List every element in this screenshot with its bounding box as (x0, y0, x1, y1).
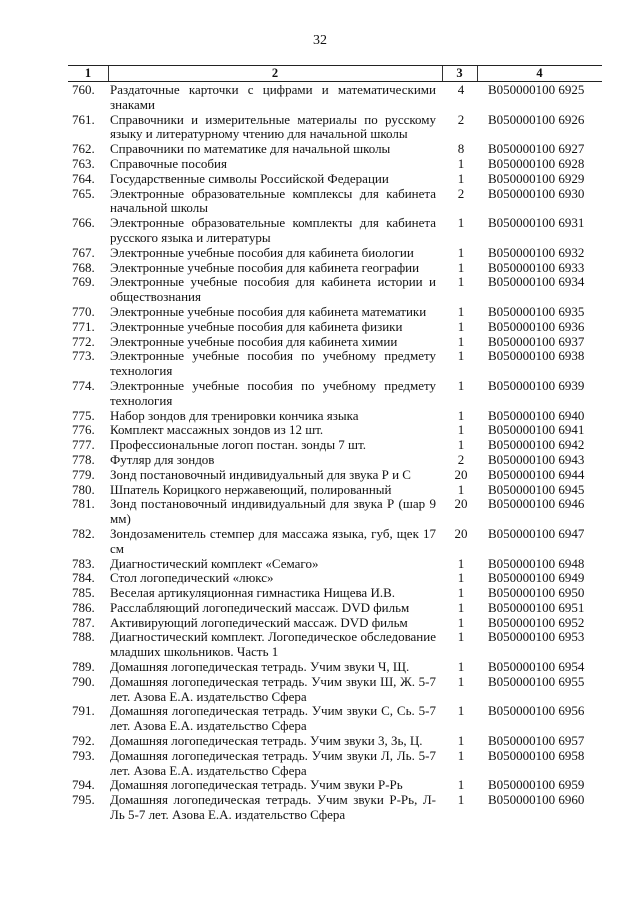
table-row (72, 187, 602, 217)
table-row (72, 113, 602, 143)
header-col-3: 3 (442, 66, 478, 81)
item-name: Домашняя логопедическая тетрадь. Учим звуки Р-Рь (110, 777, 403, 793)
quantity: 1 (457, 303, 465, 319)
quantity: 1 (457, 703, 465, 719)
inventory-code: B050000100 6951 (488, 599, 585, 615)
table-row (72, 734, 602, 749)
inventory-code: B050000100 6931 (488, 215, 585, 231)
row-number: 760. (72, 82, 95, 97)
table-row (72, 83, 602, 113)
table-row (72, 616, 602, 631)
table-row (72, 275, 602, 305)
quantity: 1 (457, 155, 465, 171)
inventory-code: B050000100 6957 (488, 733, 585, 749)
item-name: Справочники и измерительные материалы по русскому языку и литературному чтению для начальной школы (110, 111, 436, 142)
inventory-code: B050000100 6947 (488, 525, 585, 541)
quantity: 1 (457, 614, 465, 630)
quantity: 2 (457, 185, 465, 201)
table-row (72, 778, 602, 793)
inventory-code: B050000100 6956 (488, 703, 585, 719)
row-number: 792. (72, 733, 95, 749)
quantity: 1 (457, 333, 465, 349)
quantity: 1 (457, 377, 465, 393)
row-number: 773. (72, 348, 95, 364)
table-row (72, 793, 602, 823)
quantity: 1 (457, 274, 465, 290)
table-row (72, 246, 602, 261)
table-row (72, 438, 602, 453)
quantity: 1 (457, 318, 465, 334)
table-row (72, 261, 602, 276)
table-row (72, 172, 602, 187)
quantity: 1 (457, 422, 465, 438)
row-number: 788. (72, 629, 95, 645)
row-number: 771. (72, 318, 95, 334)
inventory-code: B050000100 6932 (488, 244, 585, 260)
item-name: Электронные учебные пособия для кабинета географии (110, 259, 420, 275)
quantity: 2 (457, 451, 465, 467)
table-row (72, 409, 602, 424)
item-name: Диагностический комплект «Семаго» (110, 555, 319, 571)
row-number: 782. (72, 525, 95, 541)
row-number: 794. (72, 777, 95, 793)
quantity: 20 (454, 466, 468, 482)
inventory-code: B050000100 6939 (488, 377, 585, 393)
table-row (72, 320, 602, 335)
row-number: 776. (72, 422, 95, 438)
item-name: Справочные пособия (110, 155, 227, 171)
item-name: Электронные учебные пособия по учебному предмету технология (110, 377, 436, 408)
quantity: 1 (457, 733, 465, 749)
inventory-code: B050000100 6940 (488, 407, 585, 423)
table-row (72, 379, 602, 409)
item-name: Веселая артикуляционная гимнастика Нищева И.В. (110, 585, 396, 601)
inventory-code: B050000100 6946 (488, 496, 585, 512)
quantity: 1 (457, 215, 465, 231)
item-name: Домашняя логопедическая тетрадь. Учим звуки Ч, Щ. (110, 659, 410, 675)
item-name: Диагностический комплект. Логопедическое обследование младших школьников. Часть 1 (110, 629, 436, 660)
inventory-code: B050000100 6934 (488, 274, 585, 290)
inventory-code: B050000100 6928 (488, 155, 585, 171)
item-name: Домашняя логопедическая тетрадь. Учим звуки 3, Зь, Ц. (110, 733, 423, 749)
item-name: Комплект массажных зондов из 12 шт. (110, 422, 324, 438)
inventory-code: B050000100 6954 (488, 659, 585, 675)
row-number: 777. (72, 437, 95, 453)
quantity: 20 (454, 525, 468, 541)
inventory-code: B050000100 6925 (488, 82, 585, 97)
inventory-code: B050000100 6935 (488, 303, 585, 319)
inventory-code: B050000100 6929 (488, 170, 585, 186)
inventory-code: B050000100 6959 (488, 777, 585, 793)
quantity: 1 (457, 244, 465, 260)
table-row (72, 216, 602, 246)
quantity: 1 (457, 792, 465, 808)
quantity: 1 (457, 599, 465, 615)
inventory-table (72, 83, 602, 823)
table-row (72, 349, 602, 379)
inventory-code: B050000100 6958 (488, 747, 585, 763)
row-number: 780. (72, 481, 95, 497)
table-row (72, 335, 602, 350)
inventory-code: B050000100 6937 (488, 333, 585, 349)
row-number: 784. (72, 570, 95, 586)
item-name: Домашняя логопедическая тетрадь. Учим звуки Л, Ль. 5-7 лет. Азова Е.А. издательство Сфера (110, 747, 436, 778)
page-number: 32 (313, 33, 327, 48)
item-name: Электронные учебные пособия для кабинета физики (110, 318, 403, 334)
item-name: Электронные учебные пособия для кабинета истории и обществознания (110, 274, 436, 305)
item-name: Электронные учебные пособия для кабинета биологии (110, 244, 414, 260)
row-number: 765. (72, 185, 95, 201)
item-name: Стол логопедический «люкс» (110, 570, 274, 586)
row-number: 790. (72, 673, 95, 689)
row-number: 787. (72, 614, 95, 630)
quantity: 1 (457, 437, 465, 453)
header-col-4: 4 (536, 66, 543, 80)
row-number: 785. (72, 585, 95, 601)
item-name: Домашняя логопедическая тетрадь. Учим звуки Ш, Ж. 5-7 лет. Азова Е.А. издательство Сфера (110, 673, 436, 704)
quantity: 1 (457, 659, 465, 675)
inventory-code: B050000100 6926 (488, 111, 585, 127)
row-number: 769. (72, 274, 95, 290)
quantity: 2 (457, 111, 465, 127)
item-name: Электронные учебные пособия по учебному предмету технология (110, 348, 436, 379)
quantity: 1 (457, 777, 465, 793)
item-name: Домашняя логопедическая тетрадь. Учим звуки С, Сь. 5-7 лет. Азова Е.А. издательство Сфера (110, 703, 436, 734)
quantity: 1 (457, 747, 465, 763)
row-number: 766. (72, 215, 95, 231)
item-name: Активирующий логопедический массаж. DVD фильм (110, 614, 408, 630)
table-row (72, 497, 602, 527)
table-row (72, 704, 602, 734)
table-row (72, 601, 602, 616)
table-row (72, 630, 602, 660)
table-header (68, 65, 602, 82)
quantity: 20 (454, 496, 468, 512)
inventory-code: B050000100 6960 (488, 792, 585, 808)
inventory-code: B050000100 6952 (488, 614, 585, 630)
inventory-code: B050000100 6936 (488, 318, 585, 334)
table-row (72, 423, 602, 438)
quantity: 8 (457, 141, 465, 157)
row-number: 768. (72, 259, 95, 275)
item-name: Домашняя логопедическая тетрадь. Учим звуки Р-Рь, Л-Ль 5-7 лет. Азова Е.А. издательство Сфера (110, 792, 436, 823)
header-col-1: 1 (68, 66, 109, 81)
row-number: 761. (72, 111, 95, 127)
quantity: 1 (457, 481, 465, 497)
row-number: 786. (72, 599, 95, 615)
item-name: Шпатель Корицкого нержавеющий, полированный (110, 481, 392, 497)
quantity: 1 (457, 570, 465, 586)
table-row (72, 483, 602, 498)
item-name: Электронные учебные пособия для кабинета математики (110, 303, 427, 319)
inventory-code: B050000100 6945 (488, 481, 585, 497)
table-row (72, 468, 602, 483)
item-name: Государственные символы Российской Федерации (110, 170, 389, 186)
table-row (72, 749, 602, 779)
inventory-code: B050000100 6955 (488, 673, 585, 689)
item-name: Набор зондов для тренировки кончика языка (110, 407, 359, 423)
item-name: Раздаточные карточки с цифрами и математическими знаками (110, 82, 436, 112)
table-row (72, 557, 602, 572)
table-row (72, 586, 602, 601)
item-name: Профессиональные логоп постан. зонды 7 шт. (110, 437, 367, 453)
item-name: Электронные учебные пособия для кабинета химии (110, 333, 398, 349)
inventory-code: B050000100 6938 (488, 348, 585, 364)
row-number: 767. (72, 244, 95, 260)
row-number: 763. (72, 155, 95, 171)
table-row (72, 453, 602, 468)
table-row (72, 675, 602, 705)
header-col-2: 2 (108, 66, 443, 81)
item-name: Футляр для зондов (110, 451, 215, 467)
quantity: 1 (457, 673, 465, 689)
inventory-code: B050000100 6933 (488, 259, 585, 275)
row-number: 778. (72, 451, 95, 467)
row-number: 789. (72, 659, 95, 675)
quantity: 1 (457, 170, 465, 186)
item-name: Зонд постановочный индивидуальный для звука Р (шар 9 мм) (110, 496, 436, 527)
row-number: 775. (72, 407, 95, 423)
table-row (72, 660, 602, 675)
inventory-code: B050000100 6930 (488, 185, 585, 201)
inventory-code: B050000100 6953 (488, 629, 585, 645)
item-name: Справочники по математике для начальной школы (110, 141, 391, 157)
table-row (72, 527, 602, 557)
table-row (72, 305, 602, 320)
quantity: 1 (457, 555, 465, 571)
row-number: 774. (72, 377, 95, 393)
table-row (72, 142, 602, 157)
inventory-code: B050000100 6949 (488, 570, 585, 586)
inventory-code: B050000100 6943 (488, 451, 585, 467)
inventory-code: B050000100 6944 (488, 466, 585, 482)
item-name: Электронные образовательные комплексы для кабинета начальной школы (110, 185, 436, 216)
row-number: 762. (72, 141, 95, 157)
quantity: 4 (457, 82, 465, 97)
item-name: Электронные образовательные комплекты для кабинета русского языка и литературы (110, 215, 436, 245)
row-number: 791. (72, 703, 95, 719)
item-name: Зондозаменитель стемпер для массажа языка, губ, щек 17 см (110, 525, 436, 556)
item-name: Зонд постановочный индивидуальный для звука Р и С (110, 466, 411, 482)
row-number: 764. (72, 170, 95, 186)
row-number: 779. (72, 466, 95, 482)
quantity: 1 (457, 348, 465, 364)
inventory-code: B050000100 6950 (488, 585, 585, 601)
row-number: 795. (72, 792, 95, 808)
row-number: 772. (72, 333, 95, 349)
row-number: 793. (72, 747, 95, 763)
quantity: 1 (457, 407, 465, 423)
quantity: 1 (457, 259, 465, 275)
quantity: 1 (457, 629, 465, 645)
inventory-code: B050000100 6942 (488, 437, 585, 453)
row-number: 781. (72, 496, 95, 512)
inventory-code: B050000100 6941 (488, 422, 585, 438)
row-number: 783. (72, 555, 95, 571)
item-name: Расслабляющий логопедический массаж. DVD фильм (110, 599, 410, 615)
table-row (72, 157, 602, 172)
inventory-code: B050000100 6948 (488, 555, 585, 571)
row-number: 770. (72, 303, 95, 319)
quantity: 1 (457, 585, 465, 601)
table-row (72, 571, 602, 586)
inventory-code: B050000100 6927 (488, 141, 585, 157)
